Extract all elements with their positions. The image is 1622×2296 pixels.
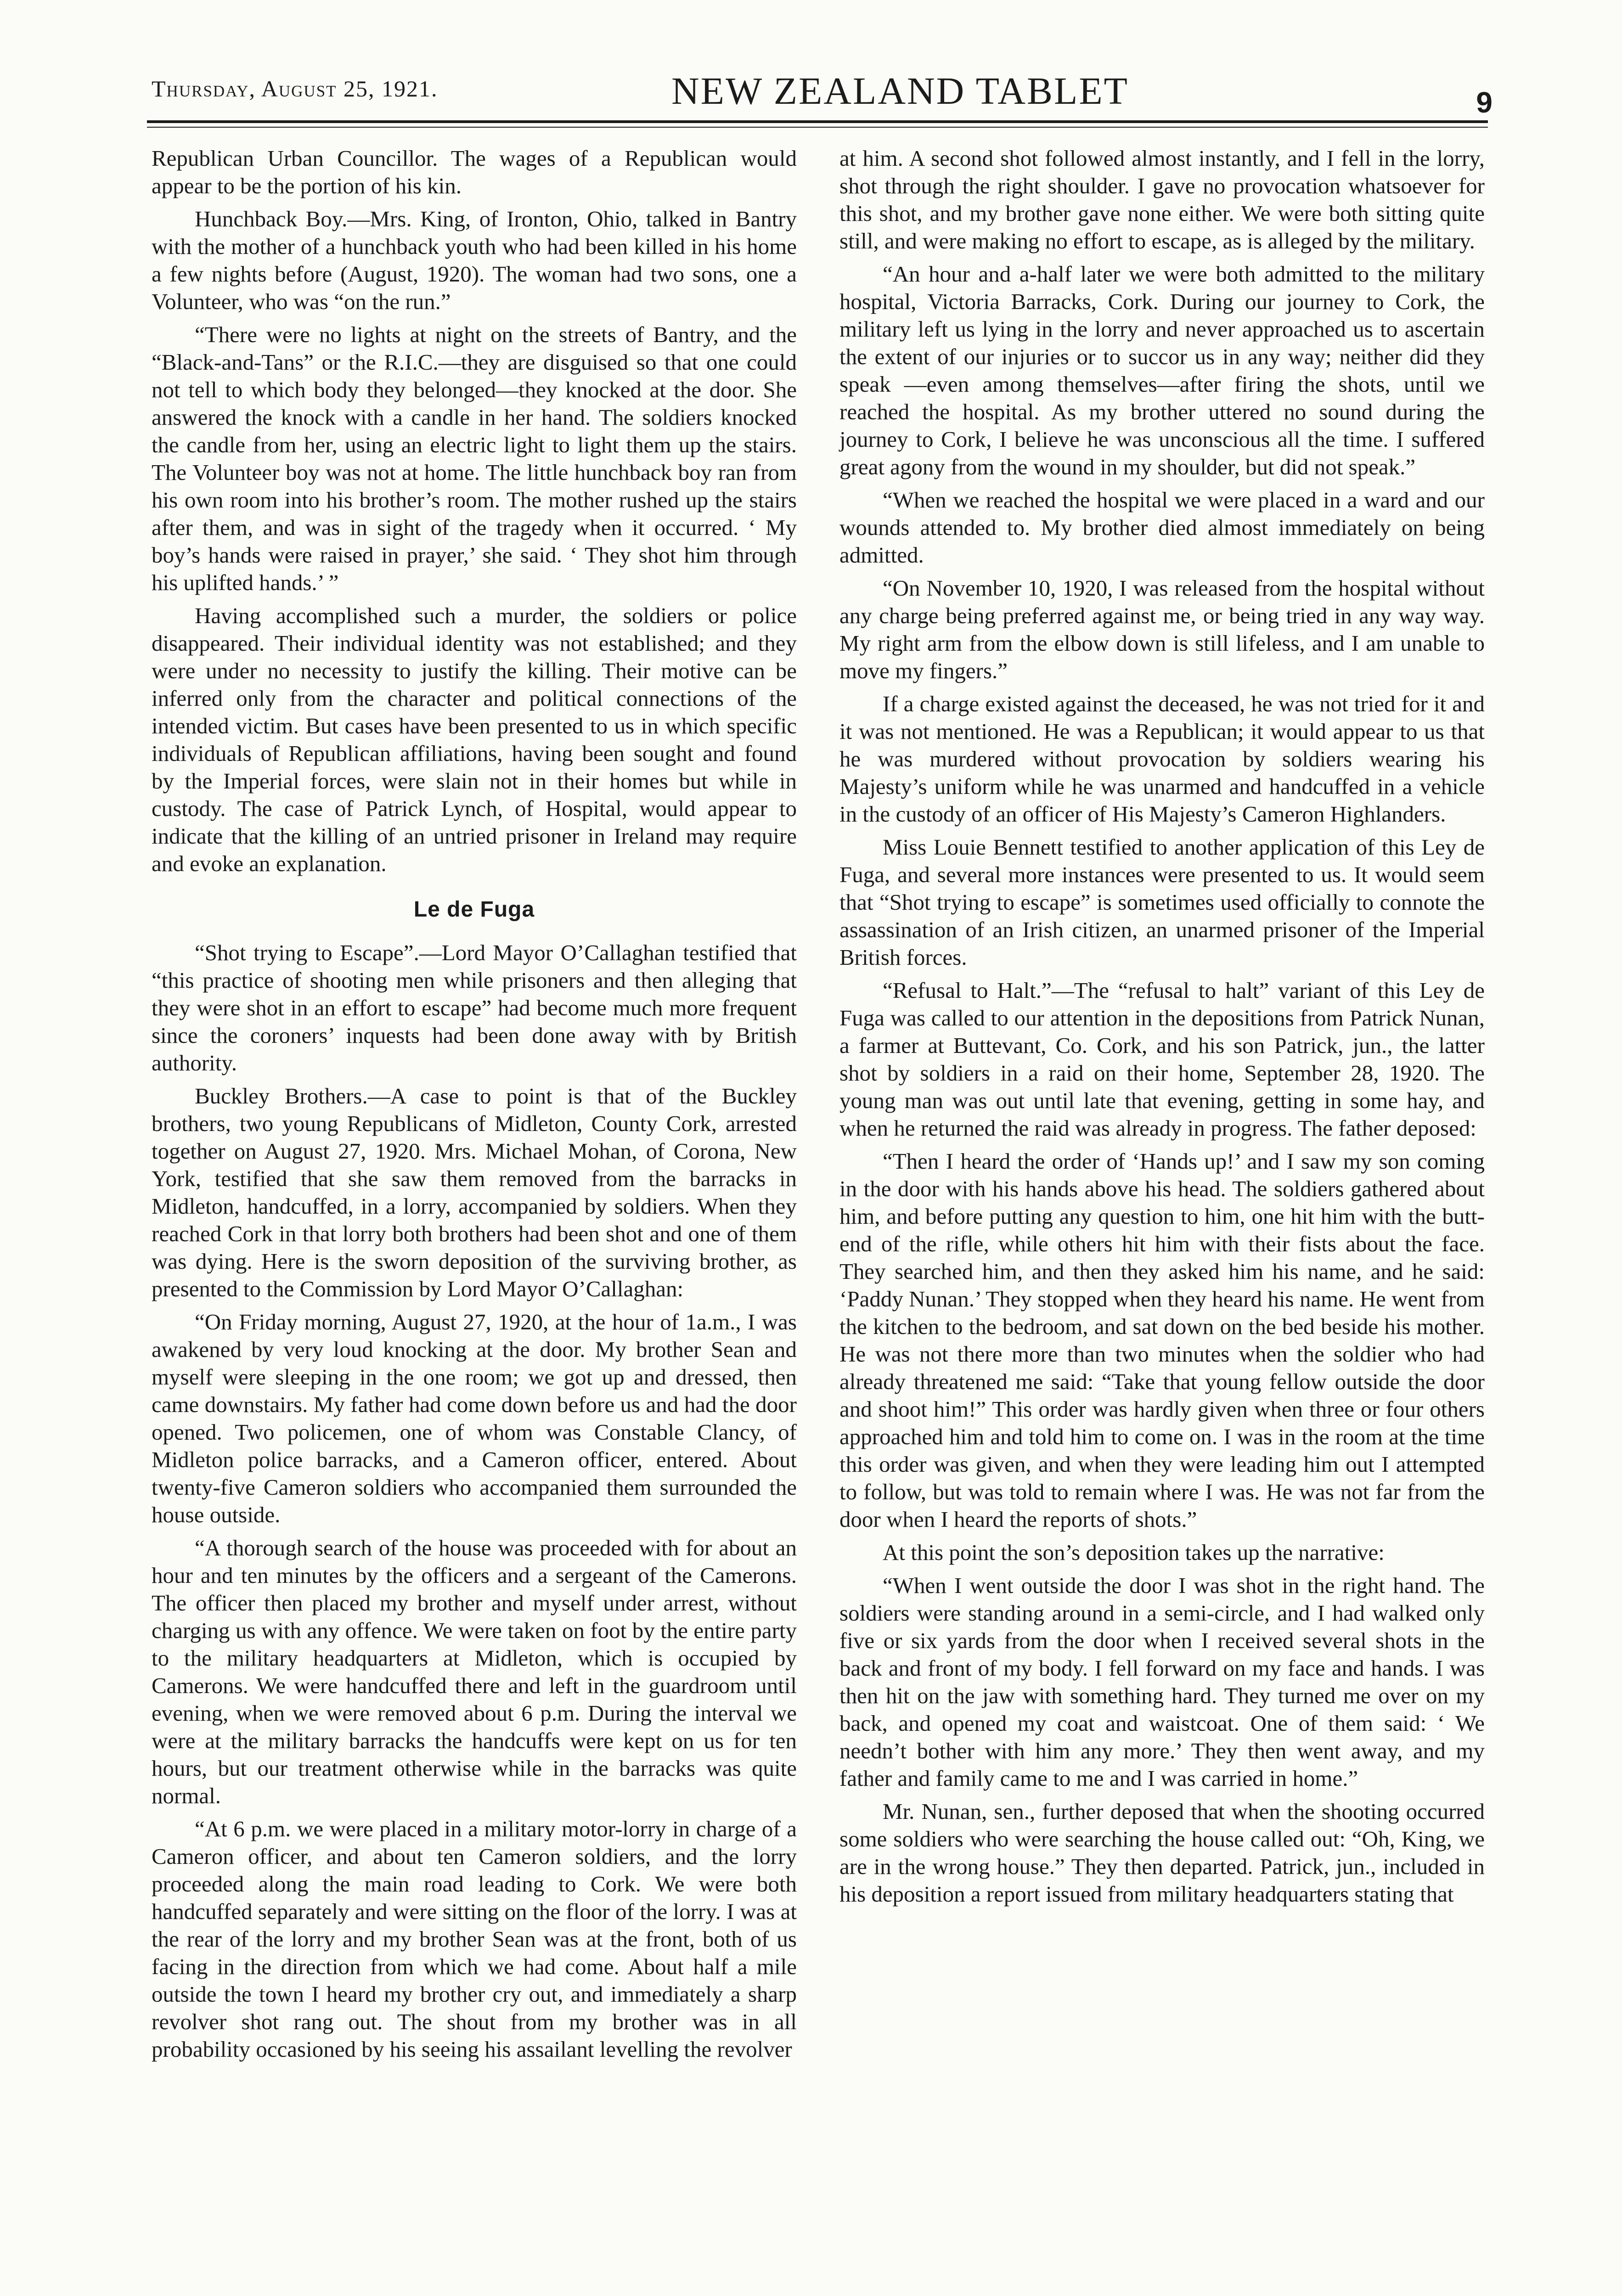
paragraph: “At 6 p.m. we were placed in a military motor-lorry in charge of a Cameron officer, and about ten Cameron soldiers, and the lorry proceeded along the main road leading to Cork. We were both handcuffed separately and were sitting on the floor of the lorry. I was at the rear of the lorry and my brother Sean was at the front, both of us facing in the direction from which we had come. About half a mile outside the town I heard my brother cry out, and immediately a sharp revolver shot rang out. The shout from my brother was in all probability occasioned by his seeing his assailant levelling the revolver	[152, 1816, 797, 2062]
paragraph: Hunchback Boy.—Mrs. King, of Ironton, Ohio, talked in Bantry with the mother of a hunchback youth who had been killed in his home a few nights before (August, 1920). The woman had two sons, one a Volunteer, who was “on the run.”	[152, 206, 797, 314]
paragraph: “Refusal to Halt.”—The “refusal to halt” variant of this Ley de Fuga was called to our attention in the depositions from Patrick Nunan, a farmer at Buttevant, Co. Cork, and his son Patrick, jun., the latter shot by soldiers in a raid on their home, September 28, 1920. The young man was out until late that evening, getting in some hay, and when he returned the raid was already in progress. The father deposed:	[839, 978, 1485, 1141]
paragraph: “Then I heard the order of ‘Hands up!’ and I saw my son coming in the door with his hands above his head. The soldiers gathered about him, and before putting any question to him, one hit him with the butt-end of the rifle, while others hit him with their fists about the face. They searched him, and then they asked him his name, and he said: ‘Paddy Nunan.’ They stopped when they heard his name. He went from the kitchen to the bedroom, and sat down on the bed beside his mother. He was not there more than two minutes when the soldier who had already threatened me said: “Take that young fellow outside the door and shoot him!” This order was hardly given when three or four others approached him and told him to come on. I was in the room at the time this order was given, and when they were leading him out I attempted to follow, but was told to remain where I was. He was not far from the door when I heard the reports of shots.”	[839, 1148, 1485, 1532]
paragraph: Having accomplished such a murder, the soldiers or police disappeared. Their individual identity was not established; and they were under no necessity to justify the killing. Their motive can be inferred only from the character and political connections of the intended victim. But cases have been presented to us in which specific individuals of Republican affiliations, having been sought and found by the Imperial forces, were slain not in their homes but while in custody. The case of Patrick Lynch, of Hospital, would appear to indicate that the killing of an untried prisoner in Ireland may require and evoke an explanation.	[152, 603, 797, 876]
paragraph: Republican Urban Councillor. The wages of a Republican would appear to be the portion of his kin.	[152, 146, 797, 198]
left-column	[152, 145, 797, 2069]
paragraph: “Shot trying to Escape”.—Lord Mayor O’Callaghan testified that “this practice of shooting men while prisoners and then alleging that they were shot in an effort to escape” had become much more frequent since the coroners’ inquests had been done away with by British authority.	[152, 940, 797, 1075]
paragraph: at him. A second shot followed almost instantly, and I fell in the lorry, shot through the right shoulder. I gave no provocation whatsoever for this shot, and my brother gave none either. We were both sitting quite still, and were making no effort to escape, as is alleged by the military.	[839, 146, 1485, 253]
newspaper-title: NEW ZEALAND TABLET	[671, 70, 1129, 113]
section-heading: Le de Fuga	[413, 897, 535, 922]
paragraph: Buckley Brothers.—A case to point is that of the Buckley brothers, two young Republicans of Midleton, County Cork, arrested together on August 27, 1920. Mrs. Michael Mohan, of Corona, New York, testified that she saw them removed from the barracks in Midleton, handcuffed, in a lorry, accompanied by soldiers. When they reached Cork in that lorry both brothers had been shot and one of them was dying. Here is the sworn deposition of the surviving brother, as presented to the Commission by Lord Mayor O’Callaghan:	[152, 1083, 797, 1301]
paragraph: “An hour and a-half later we were both admitted to the military hospital, Victoria Barracks, Cork. During our journey to Cork, the military left us lying in the lorry and never approached us to ascertain the extent of our injuries or to succor us in any way; neither did they speak —even among themselves—after firing the shots, until we reached the hospital. As my brother uttered no sound during the journey to Cork, I believe he was unconscious all the time. I suffered great agony from the wound in my shoulder, but did not speak.”	[839, 261, 1485, 479]
paragraph: “When I went outside the door I was shot in the right hand. The soldiers were standing around in a semi-circle, and I had walked only five or six yards from the door when I received several shots in the back and front of my body. I fell forward on my face and hands. I was then hit on the jaw with something hard. They turned me over on my back, and opened my coat and waistcoat. One of them said: ‘ We needn’t bother with him any more.’ They then went away, and my father and family came to me and I was carried in home.”	[839, 1573, 1485, 1791]
issue-date: Thursday, August 25, 1921.	[152, 76, 438, 101]
right-column	[839, 145, 1485, 1913]
page-number: 9	[1476, 86, 1492, 119]
paragraph: “On November 10, 1920, I was released from the hospital without any charge being preferred against me, or being tried in any way way. My right arm from the elbow down is still lifeless, and I am unable to move my fingers.”	[839, 575, 1485, 683]
paragraph: “A thorough search of the house was proceeded with for about an hour and ten minutes by the officers and a sergeant of the Camerons. The officer then placed my brother and myself under arrest, without charging us with any offence. We were taken on foot by the entire party to the military headquarters at Midleton, which is occupied by Camerons. We were handcuffed there and left in the guardroom until evening, when we were removed about 6 p.m. During the interval we were at the military barracks the handcuffs were kept on us for ten hours, but our treatment otherwise while in the barracks was quite normal.	[152, 1535, 797, 1808]
paragraph: “When we reached the hospital we were placed in a ward and our wounds attended to. My brother died almost immediately on being admitted.	[839, 487, 1485, 568]
masthead	[152, 69, 1492, 119]
masthead-rule-thin	[147, 127, 1488, 128]
paragraph: If a charge existed against the deceased, he was not tried for it and it was not mentioned. He was a Republican; it would appear to us that he was murdered without provocation by soldiers wearing his Majesty’s uniform while he was unarmed and handcuffed in a vehicle in the custody of an officer of His Majesty’s Cameron Highlanders.	[839, 691, 1485, 827]
masthead-rule	[147, 120, 1488, 123]
paragraph: “There were no lights at night on the streets of Bantry, and the “Black-and-Tans” or the R.I.C.—they are disguised so that one could not tell to which body they belonged—they knocked at the door. She answered the knock with a candle in her hand. The soldiers knocked the candle from her, using an electric light to light them up the stairs. The Volunteer boy was not at home. The little hunchback boy ran from his own room into his brother’s room. The mother rushed up the stairs after them, and was in sight of the tragedy when it occurred. ‘ My boy’s hands were raised in prayer,’ she said. ‘ They shot him through his uplifted hands.’ ”	[152, 322, 797, 595]
paragraph: “On Friday morning, August 27, 1920, at the hour of 1a.m., I was awakened by very loud knocking at the door. My brother Sean and myself were sleeping in the one room; we got up and dressed, then came downstairs. My father had come down before us and had the door opened. Two policemen, one of whom was Constable Clancy, of Midleton police barracks, and a Cameron officer, entered. About twenty-five Cameron soldiers who accompanied them surrounded the house outside.	[152, 1309, 797, 1527]
paragraph: Mr. Nunan, sen., further deposed that when the shooting occurred some soldiers who were searching the house called out: “Oh, King, we are in the wrong house.” They then departed. Patrick, jun., included in his deposition a report issued from military headquarters stating that	[839, 1799, 1485, 1907]
paragraph: Miss Louie Bennett testified to another application of this Ley de Fuga, and several more instances were presented to us. It would seem that “Shot trying to escape” is sometimes used officially to connote the assassination of an Irish citizen, an unarmed prisoner of the Imperial British forces.	[839, 834, 1485, 970]
paragraph: At this point the son’s deposition takes up the narrative:	[883, 1540, 1385, 1565]
